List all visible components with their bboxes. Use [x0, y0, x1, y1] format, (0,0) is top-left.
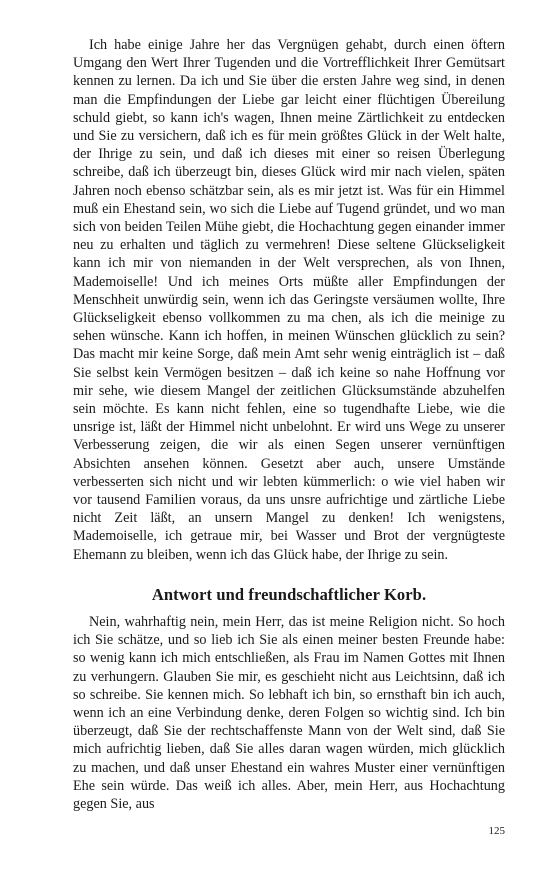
section-heading: Antwort und freundschaftlicher Korb. — [151, 584, 427, 604]
page-number: 125 — [488, 825, 505, 837]
book-page — [73, 36, 505, 813]
letter-paragraph: Ich habe einige Jahre her das Vergnügen gehabt, durch einen öftern Umgang den Wert Ihrer Tugenden und die Vortrefflichkeit Ihrer Gemütsart kennen zu lernen. Da ich und Sie über die ersten Jahre weg sind, in denen man die Empfindungen der Liebe gar leicht einer flüchtigen Übereilung schuld giebt, so kann ich's wagen, Ihnen meine Zärtlichkeit zu entdecken und Sie zu versichern, daß ich es für mein größtes Glück in der Welt halte, der Ihrige zu sein, und daß ich dieses mit einer so reisen Überlegung schreibe, daß ich überzeugt bin, dieses Glück wird mir nach vielen, späten Jahren noch ebenso schätzbar sein, als es mir jetzt ist. Was für ein Himmel muß ein Ehestand sein, wo sich die Liebe auf Tugend gründet, und wo man sich von beiden Teilen Mühe giebt, die Hochachtung gegen einander immer neu zu erhalten und täglich zu vermehren! Diese seltene Glückseligkeit kann ich mir von niemanden in der Welt versprechen, als von Ihnen, Mademoiselle! Und ich meines Orts müßte aller Empfindungen der Menschheit unwürdig sein, wenn ich das Geringste versäumen wollte, Ihre Glückseligkeit ebenso vollkommen zu ma chen, als ich die meinige zu sehen wünsche. Kann ich hoffen, in meinen Wünschen glücklich zu sein? Das macht mir keine Sorge, daß mein Amt sehr wenig einträglich ist – daß Sie selbst kein Vermögen besitzen – daß ich keine so nahe Hoffnung vor mir sehe, wie diesem Mangel der zeitlichen Glücksumstände abzuhelfen sein möchte. Es kann nicht fehlen, eine so tugendhafte Liebe, wie die unsrige ist, läßt der Himmel nicht unbelohnt. Er wird uns Wege zu unserer Verbesserung zeigen, die wir als einen Segen unserer vernünftigen Absichten ansehen können. Gesetzt aber auch, unsere Umstände verbesserten sich nicht und wir lebten kümmerlich: o wie viel haben wir vor tausend Familien voraus, da uns unsre aufrichtige und zärtliche Liebe nicht Zeit läßt, an unsern Mangel zu denken! Ich wenigstens, Mademoiselle, ich getraue mir, bei Wasser und Brot der vergnügteste Ehemann zu bleiben, wenn ich das Glück habe, der Ihrige zu sein. — [73, 37, 505, 563]
reply-paragraph: Nein, wahrhaftig nein, mein Herr, das ist meine Religion nicht. So hoch ich Sie schätze, und so lieb ich Sie als einen meiner besten Freunde habe: so wenig kann ich mich entschließen, als Frau im Namen Gottes mit Ihnen zu verhungern. Glauben Sie mir, es geschieht nicht aus Leichtsinn, daß ich so schreibe. Sie kennen mich. So lebhaft ich bin, so ernsthaft bin ich auch, wenn ich an eine Verbindung denke, deren Folgen so wichtig sind. Ich bin überzeugt, daß Sie der rechtschaffenste Mann von der Welt sind, daß Sie mich aufrichtig lieben, daß Sie alles daran wagen würden, mich glücklich zu machen, und daß unser Ehestand ein wahres Muster einer vernünftigen Ehe sein würde. Das weiß ich alles. Aber, mein Herr, aus Hochachtung gegen Sie, aus — [73, 613, 505, 812]
